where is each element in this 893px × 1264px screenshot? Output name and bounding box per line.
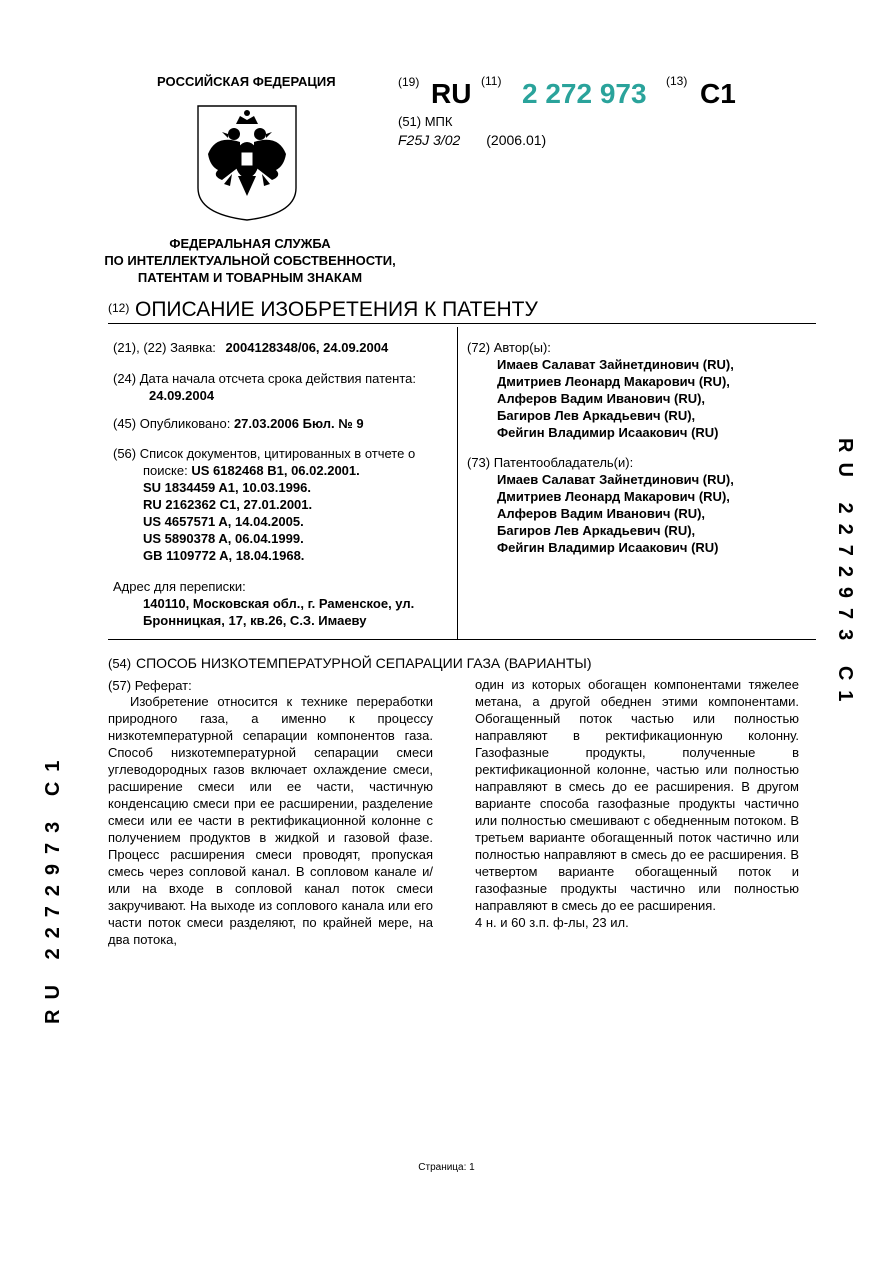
abstract-text-left: Изобретение относится к технике переработки природного газа, а именно к процессу низкотемпературной сепарации компонентов газа. Способ низкотемпературной сепарации смеси углеводородных газов включает охлаждение смеси, расширение смеси или ее части, частичную конденсацию смеси при ее расширении, разделение смеси или ее части в ректификационной колонне с получением продуктов в жидкой и газовой фазе. Процесс расширения смеси проводят, пропуская смесь через сопловой канал. В сопловом канале и/или на входе в сопловой канал поток смеси закручивают. На выходе из соплового канала или его части поток смеси разделяют, по крайней мере, на два потока, (108, 694, 433, 947)
side-label-left: RU 2272973 C1 (42, 750, 64, 1024)
authors-block (467, 339, 807, 441)
page-number: Страница: 1 (418, 1162, 475, 1173)
column-divider (457, 327, 458, 640)
application-row (113, 339, 448, 356)
side-label-right: RU 2272973 C1 (834, 438, 856, 712)
address-line: Бронницкая, 17, кв.26, С.З. Имаеву (143, 613, 367, 628)
term-start-value: 24.09.2004 (149, 388, 215, 403)
cited-doc: SU 1834459 A1, 10.03.1996. (143, 480, 311, 495)
agency-line: ПО ИНТЕЛЛЕКТУАЛЬНОЙ СОБСТВЕННОСТИ, (104, 253, 396, 268)
owners-block (467, 454, 807, 556)
cited-doc: US 4657571 A, 14.04.2005. (143, 514, 304, 529)
author-name: Фейгин Владимир Исаакович (RU) (497, 425, 719, 440)
code-19: (19) (398, 75, 420, 89)
agency-name (95, 235, 405, 286)
cited-doc: RU 2162362 C1, 27.01.2001. (143, 497, 313, 512)
abstract-text-right (475, 676, 799, 931)
ipc-classification (398, 132, 546, 148)
agency-line: ФЕДЕРАЛЬНАЯ СЛУЖБА (169, 236, 331, 251)
agency-line: ПАТЕНТАМ И ТОВАРНЫМ ЗНАКАМ (137, 270, 363, 285)
author-name: Алферов Вадим Иванович (RU), (497, 391, 706, 406)
cited-doc: US 6182468 B1, 06.02.2001. (191, 463, 360, 478)
owners-label: (73) Патентообладатель(и): (467, 455, 634, 470)
author-name: Имаев Салават Зайнетдинович (RU), (497, 357, 734, 372)
application-value: 2004128348/06, 24.09.2004 (225, 340, 389, 355)
coat-of-arms-icon (196, 104, 298, 222)
author-name: Дмитриев Леонард Макарович (RU), (497, 374, 730, 389)
application-label: (21), (22) Заявка: (113, 340, 216, 355)
country-code: RU (431, 78, 472, 109)
cited-label: (56) Список документов, цитированных в отчете о (113, 446, 416, 461)
address-label: Адрес для переписки: (113, 579, 246, 594)
document-title: ОПИСАНИЕ ИЗОБРЕТЕНИЯ К ПАТЕНТУ (135, 298, 538, 321)
owner-name: Багиров Лев Аркадьевич (RU), (497, 523, 696, 538)
code-13: (13) (666, 74, 688, 88)
address-line: 140110, Московская обл., г. Раменское, ул. (143, 596, 415, 611)
ipc-class: F25J 3/02 (398, 132, 461, 148)
correspondence-address (113, 578, 448, 629)
ipc-version: (2006.01) (486, 132, 547, 148)
authors-label: (72) Автор(ы): (467, 340, 551, 355)
ipc-label: (51) МПК (398, 114, 453, 129)
code-11: (11) (481, 74, 502, 88)
abstract-paragraph: один из которых обогащен компонентами тяжелее метана, а другой обеднен этими компонентами. Обогащенный поток частью или полностью направляют в ректификационную колонну. Газофазные продукты, полученные в ректификационной колонне, частью или полностью направляют в смесь до ее расширения. В другом варианте способа газофазные продукты частично или полностью смешивают с обедненным потоком. В третьем варианте обогащенный поток частично или полностью направляют в смесь до ее расширения. В четвертом варианте обогащенный поток и газофазные продукты частично или полностью направляют в смесь до ее расширения. (475, 677, 799, 913)
owner-name: Алферов Вадим Иванович (RU), (497, 506, 706, 521)
owner-name: Дмитриев Леонард Макарович (RU), (497, 489, 730, 504)
country-name: РОССИЙСКАЯ ФЕДЕРАЦИЯ (157, 74, 336, 89)
owner-name: Имаев Салават Зайнетдинович (RU), (497, 472, 734, 487)
term-start-label: (24) Дата начала отсчета срока действия патента: (113, 371, 416, 386)
cited-doc: US 5890378 A, 06.04.1999. (143, 531, 304, 546)
kind-code: C1 (700, 78, 736, 109)
title-divider (108, 323, 816, 324)
biblio-divider (108, 639, 816, 640)
owner-name: Фейгин Владимир Исаакович (RU) (497, 540, 719, 555)
published-value: 27.03.2006 Бюл. № 9 (233, 416, 364, 431)
patent-number: 2 272 973 (522, 78, 647, 109)
invention-title: СПОСОБ НИЗКОТЕМПЕРАТУРНОЙ СЕПАРАЦИИ ГАЗА (ВАРИАНТЫ) (136, 655, 592, 671)
abstract-label: (57) Реферат: (108, 678, 192, 693)
code-12: (12) (108, 301, 130, 315)
claims-summary: 4 н. и 60 з.п. ф-лы, 23 ил. (475, 915, 629, 930)
published-row (113, 415, 448, 432)
cited-doc: GB 1109772 A, 18.04.1968. (143, 548, 305, 563)
term-start-row (113, 370, 448, 404)
published-label: (45) Опубликовано: (113, 416, 231, 431)
author-name: Багиров Лев Аркадьевич (RU), (497, 408, 696, 423)
code-54: (54) (108, 656, 132, 671)
cited-documents (113, 445, 448, 564)
cited-label-2: поиске: (143, 463, 188, 478)
